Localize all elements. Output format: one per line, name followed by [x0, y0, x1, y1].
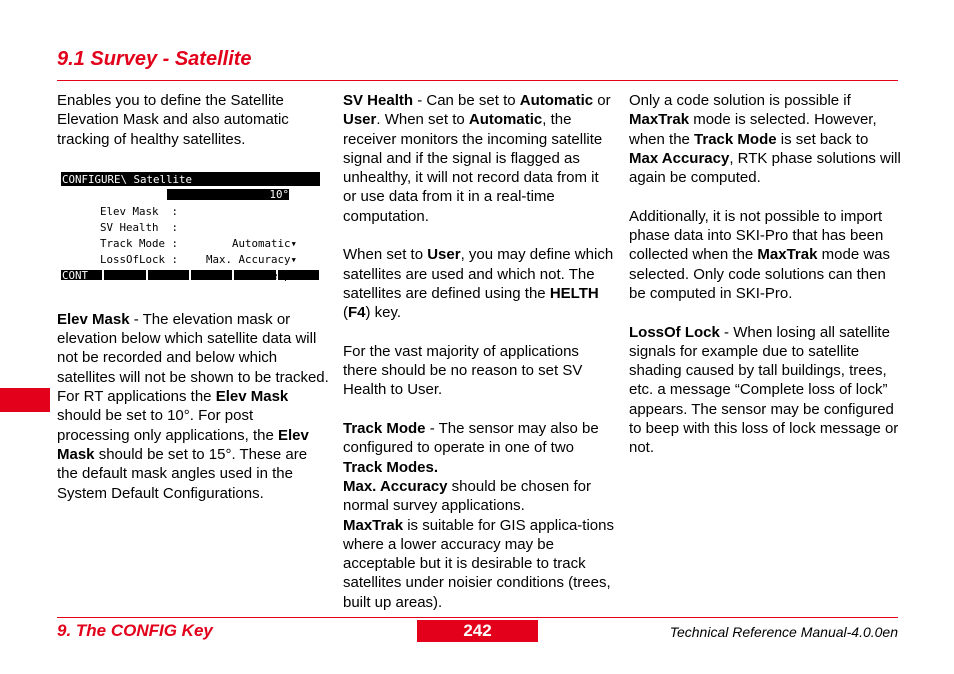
text: is suitable for GIS applica-tions where a lower accuracy may be acceptable but it is desirable to track satellites under noisier conditions (trees, built up areas). [343, 516, 614, 611]
track-mode-paragraph [343, 419, 615, 477]
term: SV Health [343, 92, 414, 109]
elev-mask-value-field [167, 189, 289, 200]
term: LossOf Lock [629, 323, 720, 341]
text: or [593, 92, 611, 109]
term: MaxTrak [757, 246, 818, 264]
text: - The sensor may also be configured to operate in one of two [343, 420, 599, 457]
term: Elev Mask [215, 388, 289, 406]
column-2 [343, 91, 615, 612]
screen-row-label: LossOfLock : [100, 253, 179, 267]
term: Automatic [519, 92, 594, 109]
side-tab-marker [0, 388, 50, 412]
page-title: 9.1 Survey - Satellite [57, 48, 252, 70]
softkey-f5 [234, 270, 275, 280]
text: - The elevation mask or elevation below which satellite data will not be recorded and below which satellites will not be shown to be tracked. For RT applications the [57, 310, 329, 406]
text: ) key. [365, 304, 402, 322]
text: mode is selected. However, when the [629, 111, 877, 148]
text: Only a code solution is possible if [629, 92, 851, 109]
footer-rule [57, 617, 898, 618]
header-rule [57, 80, 898, 81]
term: Elev Mask [57, 310, 130, 328]
term: Automatic [468, 111, 543, 129]
text: should be chosen for normal survey applications. [343, 477, 591, 515]
term: Track Modes. [343, 458, 439, 476]
term: MaxTrak [343, 516, 404, 534]
text: ( [343, 304, 348, 322]
softkey-cont: CONT [61, 270, 102, 280]
term: Track Mode [694, 130, 777, 148]
text: , RTK phase solutions will again be computed. [629, 149, 901, 187]
text: should be set to 15°. These are the default mask angles used in the System Default Configurations. [57, 445, 308, 502]
code-solution-paragraph [629, 91, 901, 187]
footer-section-title: 9. The CONFIG Key [57, 621, 213, 640]
text: - When losing all satellite signals for example due to satellite shading caused by tall buildings, trees, etc. a message “Complete loss of lock” appears. The sensor may be configured to beep with this loss of lock message or not. [629, 323, 899, 457]
intro-paragraph: Enables you to define the Satellite Elevation Mask and also automatic tracking of healthy satellites. [57, 92, 289, 148]
majority-paragraph: For the vast majority of applications there should be no reason to set SV Health to User. [343, 342, 583, 399]
text: . When set to [376, 111, 469, 129]
term: User [427, 246, 461, 264]
text: , you may define which satellites are used and which not. The satellites are defined using the [343, 246, 614, 302]
screen-row-label: Elev Mask : [100, 205, 179, 219]
maxtrak-paragraph [343, 516, 615, 612]
softkey-f4 [191, 270, 232, 280]
term: Max. Accuracy [343, 477, 448, 495]
sv-health-paragraph [343, 91, 615, 226]
text: - Can be set to [413, 92, 520, 109]
screen-row-label: Track Mode : [100, 237, 179, 251]
text: , the receiver monitors the incoming satellite signal and if the signal is flagged as unhealthy, it will not record data from it or use data from it in a real-time computation. [343, 111, 603, 225]
term: HELTH [549, 284, 599, 302]
column-1 [57, 91, 329, 503]
screen-softkeys [61, 270, 319, 280]
max-accuracy-paragraph [343, 477, 615, 516]
text: Additionally, it is not possible to import phase data into SKI-Pro that has been collected when the [629, 207, 884, 264]
text: When set to [343, 246, 428, 264]
term: User [343, 111, 377, 129]
user-paragraph [343, 245, 615, 322]
softkey-f3 [148, 270, 189, 280]
term: Track Mode [343, 420, 426, 438]
page-number: 242 [417, 620, 538, 642]
term: MaxTrak [629, 111, 690, 129]
screen-row-label: SV Health : [100, 221, 179, 235]
screen-row-value: Max. Accuracy▾ [205, 253, 297, 267]
screen-header: CONFIGURE\ Satellite [61, 172, 320, 186]
screen-row-value: Automatic▾ [231, 237, 297, 251]
term: Elev Mask [57, 426, 309, 463]
term: F4 [348, 304, 366, 322]
column-3 [629, 91, 901, 458]
softkey-f2 [104, 270, 145, 280]
softkey-f6 [278, 270, 319, 280]
config-satellite-screen [61, 170, 323, 284]
text: should be set to 10°. For post processing only applications, the [57, 407, 278, 444]
import-paragraph [629, 207, 901, 303]
elev-mask-paragraph [57, 310, 329, 503]
text: is set back to [776, 130, 869, 148]
screen-row-value: 10° [269, 187, 289, 201]
screen-row-elev-mask [61, 187, 319, 219]
text: mode was selected. Only code solutions can then be computed in SKI-Pro. [629, 246, 891, 302]
lossof-lock-paragraph [629, 323, 901, 458]
footer-manual-title: Technical Reference Manual-4.0.0en [669, 624, 898, 640]
term: Max Accuracy [629, 149, 730, 167]
